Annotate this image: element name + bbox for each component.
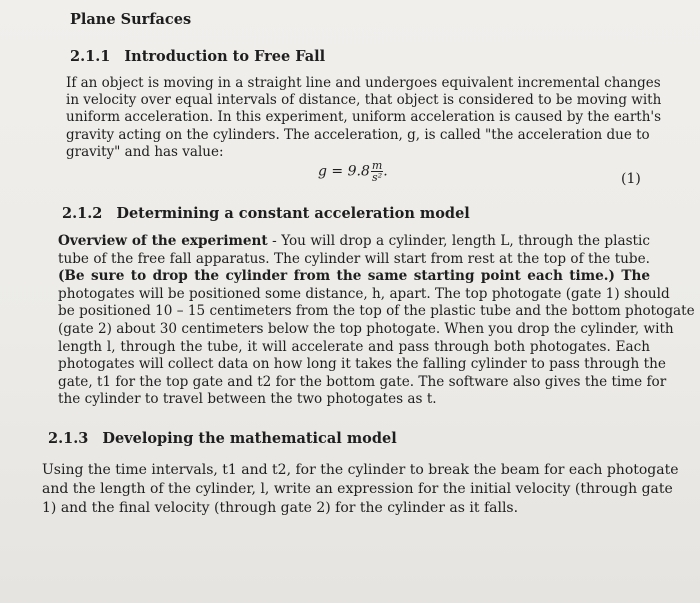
paragraph-line: photogates will collect data on how long it takes the falling cylinder to pass through the [58,356,666,373]
section-number: 2.1.3 [48,430,89,447]
paragraph-line: tube of the free fall apparatus. The cylinder will start from rest at the top of the tube. [58,250,650,267]
section-number: 2.1.1 [70,48,111,65]
paragraph-line: photogates will be positioned some distance, h, apart. The top photogate (gate 1) should [58,285,670,302]
section-heading-free-fall [70,48,325,65]
paragraph-line: (gate 2) about 30 centimeters below the top photogate. When you drop the cylinder, with [58,320,674,337]
paragraph-line: gravity acting on the cylinders. The acceleration, g, is called "the acceleration due to [66,126,650,143]
section-heading-mathematical-model [48,430,397,447]
paragraph-line: Overview of the experiment - You will drop a cylinder, length L, through the plastic [58,233,650,249]
equation-suffix: . [383,163,388,180]
equation-lhs: g = 9.8 [318,163,370,180]
paragraph-line: 1) and the final velocity (through gate 2) for the cylinder as it falls. [42,500,519,516]
section-title: Developing the mathematical model [102,430,397,447]
section-heading-constant-acceleration [62,205,470,222]
section-title: Introduction to Free Fall [124,48,326,65]
equation-number: (1) [621,171,641,187]
section-number: 2.1.2 [62,205,103,222]
paragraph-line: be positioned 10 – 15 centimeters from the top of the plastic tube and the bottom photogate [58,303,695,320]
paragraph-line: and the length of the cylinder, l, write an expression for the initial velocity (through gate [42,481,673,497]
paragraph-line: in velocity over equal intervals of distance, that object is considered to be moving with [66,92,662,109]
paragraph-line: gravity" and has value: [66,143,224,160]
paragraph-line: (Be sure to drop the cylinder from the same starting point each time.) The [58,268,650,285]
fraction-denominator: s² [372,171,383,184]
fraction-numerator: m [371,159,383,172]
gravity-equation [318,160,388,183]
overview-paragraph [58,233,695,409]
paragraph-line: Using the time intervals, t1 and t2, for the cylinder to break the beam for each photogate [42,462,679,478]
intro-paragraph [66,75,662,161]
paragraph-line: If an object is moving in a straight line and undergoes equivalent incremental changes [66,75,661,91]
paragraph-line: the cylinder to travel between the two photogates as t. [58,391,437,408]
section-title: Determining a constant acceleration model [116,205,470,222]
model-paragraph [42,461,679,518]
overview-lead: Overview of the experiment [58,233,268,249]
paragraph-line: uniform acceleration. In this experiment, uniform acceleration is caused by the earth's [66,109,662,126]
unit-fraction [371,160,383,183]
paragraph-line: gate, t1 for the top gate and t2 for the bottom gate. The software also gives the time for [58,373,667,390]
paragraph-line: length l, through the tube, it will accelerate and pass through both photogates. Each [58,338,650,355]
page-header: Plane Surfaces [70,11,192,28]
